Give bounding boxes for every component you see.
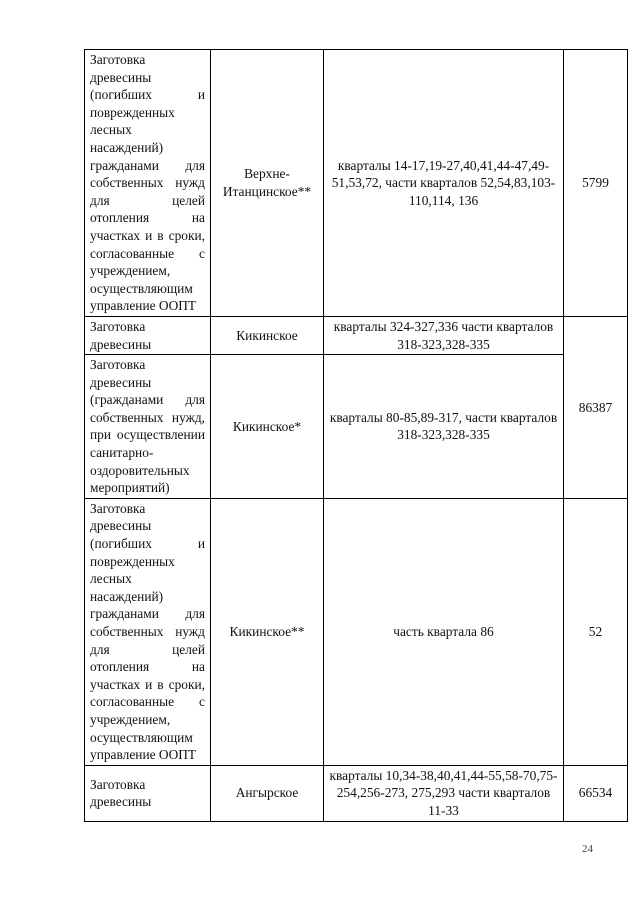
area-cell: 86387 bbox=[564, 316, 628, 498]
work-type-cell: Заготовка древесины (погибших и поврежденных лесных насаждений) гражданами для собственных нужд для целей отопления на участках и в сроки, согласованные с учреждением, осуществляющим управление ООПТ bbox=[85, 50, 211, 317]
quarters-cell: часть квартала 86 bbox=[324, 498, 564, 765]
quarters-cell: кварталы 80-85,89-317, части кварталов 318-323,328-335 bbox=[324, 355, 564, 499]
quarters-cell: кварталы 14-17,19-27,40,41,44-47,49-51,53,72, части кварталов 52,54,83,103-110,114, 136 bbox=[324, 50, 564, 317]
table-row bbox=[85, 355, 628, 499]
forestry-cell: Верхне-Итанцинское** bbox=[211, 50, 324, 317]
forestry-cell: Ангырское bbox=[211, 765, 324, 821]
table-row bbox=[85, 765, 628, 821]
quarters-cell: кварталы 324-327,336 части кварталов 318-323,328-335 bbox=[324, 316, 564, 354]
area-cell: 66534 bbox=[564, 765, 628, 821]
page-number: 24 bbox=[582, 843, 593, 855]
forest-use-table bbox=[84, 49, 628, 822]
work-type-cell: Заготовка древесины bbox=[85, 765, 211, 821]
table-row bbox=[85, 498, 628, 765]
forestry-cell: Кикинское bbox=[211, 316, 324, 354]
forestry-cell: Кикинское* bbox=[211, 355, 324, 499]
forestry-cell: Кикинское** bbox=[211, 498, 324, 765]
table-row bbox=[85, 316, 628, 354]
work-type-cell: Заготовка древесины (гражданами для собственных нужд, при осуществлении санитарно-оздоровительных мероприятий) bbox=[85, 355, 211, 499]
quarters-cell: кварталы 10,34-38,40,41,44-55,58-70,75-254,256-273, 275,293 части кварталов 11-33 bbox=[324, 765, 564, 821]
area-cell: 52 bbox=[564, 498, 628, 765]
work-type-cell: Заготовка древесины bbox=[85, 316, 211, 354]
work-type-cell: Заготовка древесины (погибших и поврежденных лесных насаждений) гражданами для собственных нужд для целей отопления на участках и в сроки, согласованные с учреждением, осуществляющим управление ООПТ bbox=[85, 498, 211, 765]
area-cell: 5799 bbox=[564, 50, 628, 317]
table-row bbox=[85, 50, 628, 317]
